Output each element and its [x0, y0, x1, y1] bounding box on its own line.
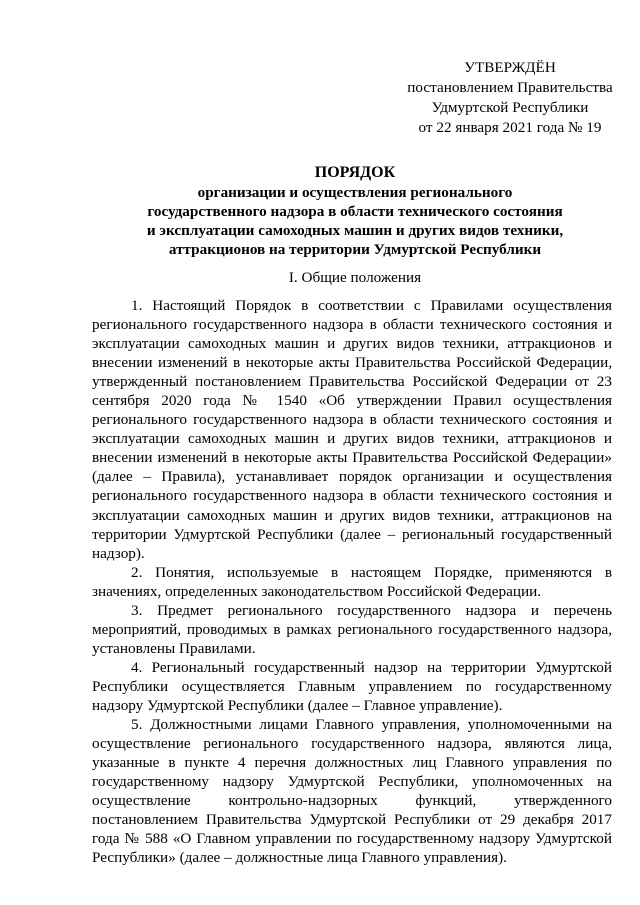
approval-line: постановлением Правительства	[407, 79, 613, 96]
document-body	[92, 296, 612, 867]
title-line: организации и осуществления регионального	[197, 184, 513, 201]
paragraph-2: 2. Понятия, используемые в настоящем Порядке, применяются в значениях, определенных законодательством Российской Федерации.	[92, 563, 612, 600]
paragraph-1: 1. Настоящий Порядок в соответствии с Правилами осуществления регионального государственного надзора в области технического состояния и эксплуатации самоходных машин и других видов техники, аттракционов и внесении изменений в некоторые акты Правительства Российской Федерации, утвержденный постановлением Правительства Российской Федерации от 23 сентября 2020 года № 1540 «Об утверждении Правил осуществления регионального государственного надзора в области технического состояния и эксплуатации самоходных машин и других видов техники, аттракционов и внесении изменений в некоторые акты Правительства Российской Федерации» (далее – Правила), устанавливает порядок организации и осуществления регионального государственного надзора в области технического состояния и эксплуатации самоходных машин и других видов техники, аттракционов на территории Удмуртской Республики (далее – региональный государственный надзор).	[92, 297, 612, 562]
paragraph-3: 3. Предмет регионального государственного надзора и перечень мероприятий, проводимых в рамках регионального государственного надзора, установлены Правилами.	[92, 601, 612, 657]
approval-heading: УТВЕРЖДЁН	[464, 59, 556, 76]
title-line: аттракционов на территории Удмуртской Республики	[168, 241, 542, 258]
title-main: ПОРЯДОК	[314, 164, 396, 181]
section-heading: I. Общие положения	[288, 269, 422, 286]
paragraph-4: 4. Региональный государственный надзор на территории Удмуртской Республики осуществляется Главным управлением по государственному надзору Удмуртской Республики (далее – Главное управление).	[92, 658, 612, 714]
document-title	[70, 163, 640, 259]
paragraph-5: 5. Должностными лицами Главного управления, уполномоченными на осуществление регионального государственного надзора, являются лица, указанные в пункте 4 перечня должностных лиц Главного управления по государственному надзору Удмуртской Республики, уполномоченных на осуществление контрольно-надзорных функций, утвержденного постановлением Правительства Удмуртской Республики от 29 декабря 2017 года № 588 «О Главном управлении по государственному надзору Удмуртской Республики» (далее – должностные лица Главного управления).	[92, 716, 612, 867]
approval-date: от 22 января 2021 года № 19	[418, 119, 602, 136]
approval-line: Удмуртской Республики	[431, 99, 589, 116]
approval-stamp	[400, 58, 620, 138]
title-line: и эксплуатации самоходных машин и других видов техники,	[146, 222, 564, 239]
title-line: государственного надзора в области технического состояния	[147, 203, 563, 220]
